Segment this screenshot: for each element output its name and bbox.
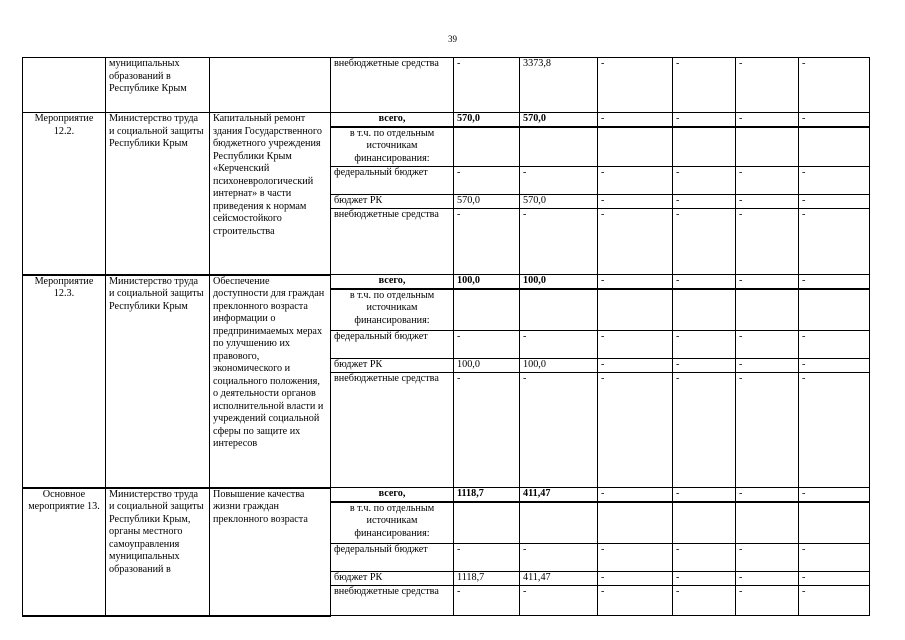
amount-cell: - <box>799 331 870 359</box>
amount-cell: - <box>598 167 673 195</box>
measure-cell <box>23 58 106 113</box>
amount-cell: - <box>799 209 870 275</box>
measure-cell: Мероприятие 12.2. <box>23 113 106 275</box>
amount-cell: - <box>736 488 799 502</box>
amount-cell: - <box>454 331 520 359</box>
funding-source-cell: внебюджетные средства <box>331 373 454 488</box>
amount-cell: - <box>673 209 736 275</box>
funding-source-cell: федеральный бюджет <box>331 544 454 572</box>
funding-source-cell: бюджет РК <box>331 359 454 373</box>
amount-cell <box>598 502 673 544</box>
amount-cell: - <box>598 572 673 586</box>
amount-cell: - <box>736 58 799 113</box>
amount-cell: - <box>598 488 673 502</box>
amount-cell: - <box>598 359 673 373</box>
amount-cell: - <box>520 586 598 616</box>
amount-cell: - <box>598 195 673 209</box>
amount-cell <box>673 127 736 167</box>
amount-cell: - <box>598 209 673 275</box>
amount-cell: - <box>799 544 870 572</box>
activity-name-cell: Капитальный ремонт здания Государственного бюджетного учреждения Республики Крым «Керченский психоневрологический интернат» в части приведения к нормам сейсмостойкого строительства <box>210 113 331 275</box>
amount-cell <box>736 289 799 331</box>
funding-source-cell: в т.ч. по отдельным источникам финансирования: <box>331 127 454 167</box>
amount-cell: 570,0 <box>454 113 520 127</box>
amount-cell <box>454 127 520 167</box>
amount-cell: - <box>673 544 736 572</box>
amount-cell: - <box>520 544 598 572</box>
amount-cell <box>736 502 799 544</box>
amount-cell: - <box>598 331 673 359</box>
executor-cell: Министерство труда и социальной защиты Республики Крым <box>106 113 210 275</box>
funding-source-cell: бюджет РК <box>331 195 454 209</box>
amount-cell: - <box>598 275 673 289</box>
amount-cell: - <box>736 275 799 289</box>
table-row <box>23 113 870 127</box>
amount-cell: 570,0 <box>454 195 520 209</box>
activity-name-cell: Повышение качества жизни граждан преклонного возраста <box>210 488 331 616</box>
amount-cell: - <box>799 488 870 502</box>
amount-cell <box>799 289 870 331</box>
amount-cell: - <box>736 359 799 373</box>
funding-source-cell: внебюджетные средства <box>331 58 454 113</box>
amount-cell <box>520 289 598 331</box>
funding-source-cell: всего, <box>331 275 454 289</box>
funding-source-cell: внебюджетные средства <box>331 586 454 616</box>
amount-cell: - <box>736 113 799 127</box>
amount-cell: - <box>799 586 870 616</box>
amount-cell <box>454 289 520 331</box>
amount-cell: - <box>520 373 598 488</box>
amount-cell: - <box>736 373 799 488</box>
funding-source-cell: внебюджетные средства <box>331 209 454 275</box>
amount-cell: - <box>736 209 799 275</box>
amount-cell <box>454 502 520 544</box>
table-row <box>23 488 870 502</box>
funding-source-cell: в т.ч. по отдельным источникам финансирования: <box>331 289 454 331</box>
measure-cell: Основное мероприятие 13. <box>23 488 106 616</box>
amount-cell: - <box>673 488 736 502</box>
amount-cell: - <box>673 572 736 586</box>
amount-cell: - <box>673 331 736 359</box>
amount-cell: - <box>454 167 520 195</box>
amount-cell <box>673 289 736 331</box>
amount-cell: - <box>799 275 870 289</box>
amount-cell: - <box>799 359 870 373</box>
amount-cell: - <box>673 359 736 373</box>
amount-cell: - <box>673 195 736 209</box>
amount-cell: 1118,7 <box>454 488 520 502</box>
amount-cell: - <box>799 572 870 586</box>
amount-cell: - <box>736 331 799 359</box>
amount-cell: - <box>673 373 736 488</box>
amount-cell <box>598 127 673 167</box>
amount-cell: - <box>736 167 799 195</box>
amount-cell: - <box>598 586 673 616</box>
amount-cell: - <box>799 373 870 488</box>
amount-cell: - <box>454 544 520 572</box>
amount-cell: - <box>454 586 520 616</box>
amount-cell: - <box>736 586 799 616</box>
amount-cell: 3373,8 <box>520 58 598 113</box>
amount-cell: - <box>799 58 870 113</box>
amount-cell: - <box>799 167 870 195</box>
amount-cell: 100,0 <box>454 275 520 289</box>
amount-cell: - <box>736 195 799 209</box>
amount-cell <box>799 127 870 167</box>
amount-cell: - <box>520 167 598 195</box>
amount-cell: - <box>454 209 520 275</box>
amount-cell <box>598 289 673 331</box>
amount-cell <box>520 127 598 167</box>
activity-name-cell <box>210 58 331 113</box>
page-number: 39 <box>448 34 457 44</box>
amount-cell: - <box>520 331 598 359</box>
amount-cell <box>520 502 598 544</box>
amount-cell: - <box>673 58 736 113</box>
amount-cell: 1118,7 <box>454 572 520 586</box>
table-body <box>23 58 870 616</box>
amount-cell: 570,0 <box>520 195 598 209</box>
funding-source-cell: федеральный бюджет <box>331 167 454 195</box>
table-row <box>23 275 870 289</box>
amount-cell: 411,47 <box>520 572 598 586</box>
amount-cell: - <box>454 373 520 488</box>
activity-name-cell: Обеспечение доступности для граждан преклонного возраста информации о предпринимаемых мерах по улучшению их правового, экономического и социального положения, о деятельности органов исполнительной власти и учреждений социальной сферы по защите их интересов <box>210 275 331 488</box>
table-row <box>23 58 870 113</box>
amount-cell: - <box>799 195 870 209</box>
amount-cell: - <box>598 544 673 572</box>
amount-cell <box>799 502 870 544</box>
amount-cell: - <box>454 58 520 113</box>
funding-source-cell: всего, <box>331 113 454 127</box>
funding-source-cell: всего, <box>331 488 454 502</box>
amount-cell: 100,0 <box>520 359 598 373</box>
funding-source-cell: федеральный бюджет <box>331 331 454 359</box>
amount-cell: - <box>520 209 598 275</box>
amount-cell: 411,47 <box>520 488 598 502</box>
amount-cell: - <box>736 544 799 572</box>
amount-cell <box>736 127 799 167</box>
financing-table <box>22 57 870 617</box>
amount-cell: - <box>736 572 799 586</box>
amount-cell: 570,0 <box>520 113 598 127</box>
amount-cell: - <box>673 586 736 616</box>
amount-cell: - <box>673 167 736 195</box>
measure-cell: Мероприятие 12.3. <box>23 275 106 488</box>
executor-cell: Министерство труда и социальной защиты Республики Крым, органы местного самоуправления муниципальных образований в <box>106 488 210 616</box>
funding-source-cell: в т.ч. по отдельным источникам финансирования: <box>331 502 454 544</box>
amount-cell: - <box>799 113 870 127</box>
amount-cell <box>673 502 736 544</box>
funding-source-cell: бюджет РК <box>331 572 454 586</box>
amount-cell: - <box>673 275 736 289</box>
amount-cell: 100,0 <box>454 359 520 373</box>
executor-cell: муниципальных образований в Республике Крым <box>106 58 210 113</box>
amount-cell: 100,0 <box>520 275 598 289</box>
amount-cell: - <box>673 113 736 127</box>
amount-cell: - <box>598 58 673 113</box>
executor-cell: Министерство труда и социальной защиты Республики Крым <box>106 275 210 488</box>
amount-cell: - <box>598 373 673 488</box>
amount-cell: - <box>598 113 673 127</box>
